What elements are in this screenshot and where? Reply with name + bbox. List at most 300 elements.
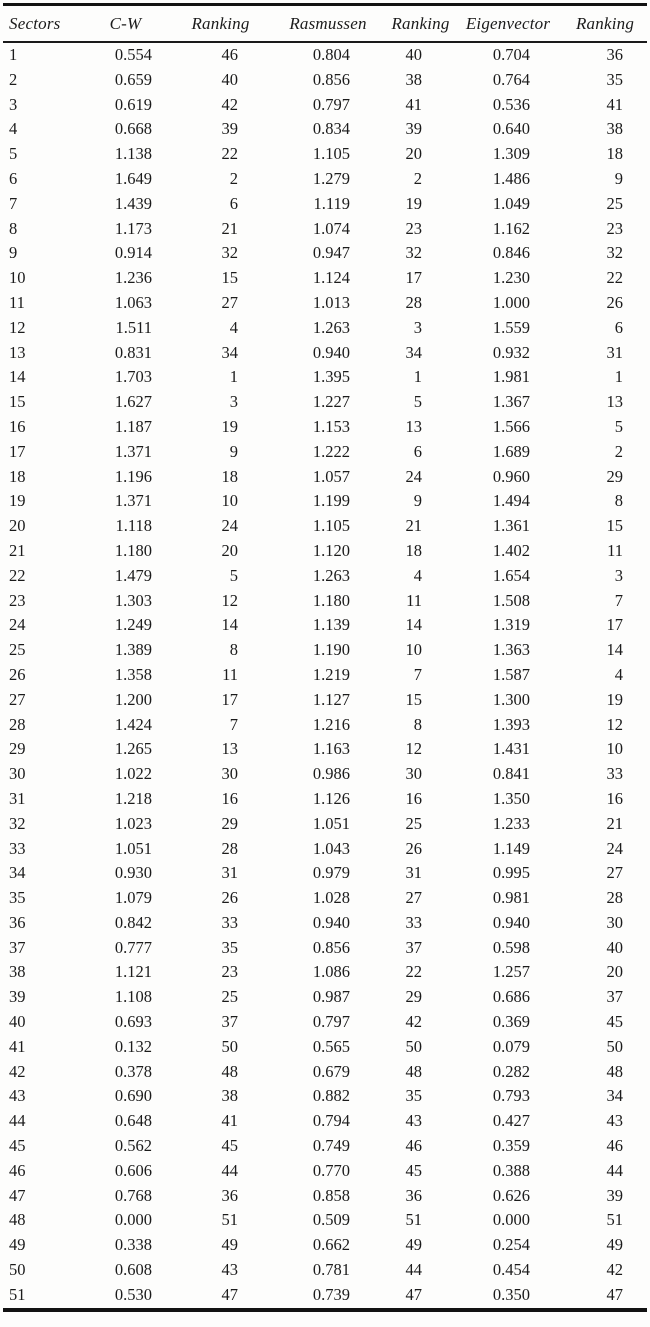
cell-c-w: 1.265	[114, 739, 152, 759]
cell-ranking-cw: 49	[221, 1235, 238, 1255]
cell-ranking-eigenvector: 1	[614, 367, 623, 387]
cell-sectors: 42	[9, 1061, 26, 1081]
cell-ranking-rasmussen: 23	[405, 218, 422, 238]
cell-ranking-eigenvector: 22	[606, 268, 623, 288]
cell-rasmussen: 0.856	[312, 937, 350, 957]
cell-ranking-eigenvector: 34	[606, 1086, 623, 1106]
column-header-rasmussen: Rasmussen	[268, 5, 388, 43]
cell-eigenvector: 0.932	[492, 342, 530, 362]
cell-c-w: 0.690	[114, 1086, 152, 1106]
cell-eigenvector: 0.350	[492, 1284, 530, 1304]
cell-ranking-cw: 38	[221, 1086, 238, 1106]
cell-rasmussen: 0.834	[312, 119, 350, 139]
cell-ranking-eigenvector: 35	[606, 69, 623, 89]
cell-ranking-cw: 48	[221, 1061, 238, 1081]
table-row	[3, 489, 647, 514]
cell-ranking-cw: 13	[221, 739, 238, 759]
cell-ranking-rasmussen: 4	[413, 565, 422, 585]
cell-rasmussen: 1.057	[312, 466, 350, 486]
table-row	[3, 1134, 647, 1159]
cell-c-w: 0.530	[114, 1284, 152, 1304]
cell-ranking-rasmussen: 38	[405, 69, 422, 89]
cell-c-w: 1.649	[114, 168, 152, 188]
cell-ranking-eigenvector: 36	[606, 45, 623, 64]
cell-c-w: 1.303	[114, 590, 152, 610]
cell-eigenvector: 0.686	[492, 987, 530, 1007]
cell-eigenvector: 0.793	[492, 1086, 530, 1106]
cell-sectors: 15	[9, 392, 26, 412]
table-row	[3, 440, 647, 465]
table-row	[3, 514, 647, 539]
cell-ranking-rasmussen: 34	[405, 342, 422, 362]
cell-rasmussen: 1.163	[312, 739, 350, 759]
cell-eigenvector: 0.995	[492, 863, 530, 883]
cell-ranking-cw: 8	[229, 640, 238, 660]
cell-ranking-rasmussen: 25	[405, 813, 422, 833]
cell-ranking-eigenvector: 18	[606, 144, 623, 164]
cell-ranking-rasmussen: 15	[405, 689, 422, 709]
cell-ranking-cw: 41	[221, 1111, 238, 1131]
cell-ranking-eigenvector: 10	[606, 739, 623, 759]
table-row	[3, 985, 647, 1010]
cell-ranking-rasmussen: 6	[413, 441, 422, 461]
table-row	[3, 217, 647, 242]
cell-ranking-rasmussen: 18	[405, 540, 422, 560]
cell-rasmussen: 0.770	[312, 1160, 350, 1180]
cell-c-w: 0.693	[114, 1012, 152, 1032]
cell-ranking-eigenvector: 41	[606, 94, 623, 114]
cell-ranking-rasmussen: 45	[405, 1160, 422, 1180]
cell-eigenvector: 1.149	[492, 838, 530, 858]
cell-ranking-rasmussen: 5	[413, 392, 422, 412]
cell-eigenvector: 0.359	[492, 1136, 530, 1156]
cell-ranking-rasmussen: 29	[405, 987, 422, 1007]
cell-eigenvector: 0.960	[492, 466, 530, 486]
cell-ranking-cw: 35	[221, 937, 238, 957]
cell-sectors: 38	[9, 962, 26, 982]
cell-ranking-rasmussen: 12	[405, 739, 422, 759]
cell-eigenvector: 1.300	[492, 689, 530, 709]
cell-ranking-rasmussen: 10	[405, 640, 422, 660]
cell-rasmussen: 0.662	[312, 1235, 350, 1255]
table-row	[3, 837, 647, 862]
cell-sectors: 24	[9, 615, 26, 635]
cell-c-w: 1.703	[114, 367, 152, 387]
cell-ranking-cw: 20	[221, 540, 238, 560]
cell-c-w: 1.371	[114, 441, 152, 461]
cell-ranking-cw: 26	[221, 888, 238, 908]
cell-c-w: 1.424	[114, 714, 152, 734]
cell-sectors: 7	[9, 193, 18, 213]
cell-c-w: 1.023	[114, 813, 152, 833]
cell-sectors: 14	[9, 367, 26, 387]
cell-ranking-eigenvector: 27	[606, 863, 623, 883]
cell-ranking-cw: 3	[229, 392, 238, 412]
cell-sectors: 19	[9, 491, 26, 511]
cell-ranking-cw: 17	[221, 689, 238, 709]
cell-sectors: 50	[9, 1260, 26, 1280]
cell-ranking-cw: 36	[221, 1185, 238, 1205]
cell-sectors: 28	[9, 714, 26, 734]
table-row	[3, 1283, 647, 1310]
cell-rasmussen: 0.940	[312, 342, 350, 362]
cell-c-w: 1.218	[114, 788, 152, 808]
cell-c-w: 0.930	[114, 863, 152, 883]
table-row	[3, 93, 647, 118]
cell-c-w: 0.562	[114, 1136, 152, 1156]
cell-ranking-rasmussen: 32	[405, 243, 422, 263]
cell-rasmussen: 1.199	[312, 491, 350, 511]
cell-ranking-eigenvector: 39	[606, 1185, 623, 1205]
cell-eigenvector: 1.350	[492, 788, 530, 808]
cell-ranking-cw: 12	[221, 590, 238, 610]
cell-rasmussen: 0.797	[312, 94, 350, 114]
cell-c-w: 0.000	[114, 1210, 152, 1230]
cell-rasmussen: 1.051	[312, 813, 350, 833]
cell-eigenvector: 1.257	[492, 962, 530, 982]
cell-eigenvector: 0.388	[492, 1160, 530, 1180]
cell-ranking-rasmussen: 39	[405, 119, 422, 139]
table-row	[3, 192, 647, 217]
cell-ranking-eigenvector: 17	[606, 615, 623, 635]
cell-rasmussen: 0.987	[312, 987, 350, 1007]
cell-ranking-eigenvector: 16	[606, 788, 623, 808]
table-row	[3, 1109, 647, 1134]
cell-ranking-eigenvector: 47	[606, 1284, 623, 1304]
cell-eigenvector: 1.486	[492, 168, 530, 188]
table-row	[3, 365, 647, 390]
cell-sectors: 1	[9, 45, 18, 64]
cell-rasmussen: 1.105	[312, 516, 350, 536]
cell-ranking-eigenvector: 19	[606, 689, 623, 709]
cell-c-w: 1.389	[114, 640, 152, 660]
cell-rasmussen: 1.190	[312, 640, 350, 660]
cell-rasmussen: 1.263	[312, 317, 350, 337]
cell-c-w: 1.196	[114, 466, 152, 486]
cell-ranking-eigenvector: 46	[606, 1136, 623, 1156]
cell-ranking-rasmussen: 24	[405, 466, 422, 486]
cell-ranking-rasmussen: 51	[405, 1210, 422, 1230]
cell-c-w: 1.051	[114, 838, 152, 858]
cell-rasmussen: 1.127	[312, 689, 350, 709]
cell-eigenvector: 0.254	[492, 1235, 530, 1255]
cell-ranking-cw: 25	[221, 987, 238, 1007]
cell-rasmussen: 1.013	[312, 292, 350, 312]
header-row	[3, 5, 647, 43]
cell-ranking-eigenvector: 5	[614, 416, 623, 436]
cell-sectors: 39	[9, 987, 26, 1007]
cell-eigenvector: 0.598	[492, 937, 530, 957]
cell-c-w: 0.668	[114, 119, 152, 139]
cell-sectors: 23	[9, 590, 26, 610]
cell-rasmussen: 1.279	[312, 168, 350, 188]
cell-ranking-cw: 44	[221, 1160, 238, 1180]
table-row	[3, 1060, 647, 1085]
table-row	[3, 266, 647, 291]
cell-c-w: 0.378	[114, 1061, 152, 1081]
cell-ranking-eigenvector: 26	[606, 292, 623, 312]
cell-eigenvector: 1.402	[492, 540, 530, 560]
table-row	[3, 117, 647, 142]
table-row	[3, 1184, 647, 1209]
cell-sectors: 36	[9, 912, 26, 932]
cell-eigenvector: 1.431	[492, 739, 530, 759]
cell-eigenvector: 1.162	[492, 218, 530, 238]
cell-c-w: 0.777	[114, 937, 152, 957]
cell-c-w: 1.079	[114, 888, 152, 908]
cell-c-w: 0.659	[114, 69, 152, 89]
cell-rasmussen: 0.797	[312, 1012, 350, 1032]
cell-ranking-rasmussen: 22	[405, 962, 422, 982]
cell-ranking-rasmussen: 1	[413, 367, 422, 387]
cell-ranking-cw: 29	[221, 813, 238, 833]
column-header-ranking-rasmussen: Ranking	[388, 5, 453, 43]
table-row	[3, 787, 647, 812]
cell-ranking-eigenvector: 7	[614, 590, 623, 610]
table-row	[3, 539, 647, 564]
cell-c-w: 1.358	[114, 664, 152, 684]
cell-eigenvector: 0.981	[492, 888, 530, 908]
cell-sectors: 34	[9, 863, 26, 883]
cell-ranking-cw: 21	[221, 218, 238, 238]
cell-rasmussen: 1.124	[312, 268, 350, 288]
cell-ranking-eigenvector: 50	[606, 1036, 623, 1056]
cell-ranking-eigenvector: 40	[606, 937, 623, 957]
table-row	[3, 1233, 647, 1258]
cell-eigenvector: 0.640	[492, 119, 530, 139]
cell-sectors: 49	[9, 1235, 26, 1255]
cell-ranking-rasmussen: 14	[405, 615, 422, 635]
cell-sectors: 32	[9, 813, 26, 833]
cell-c-w: 1.249	[114, 615, 152, 635]
cell-ranking-cw: 33	[221, 912, 238, 932]
cell-c-w: 1.138	[114, 144, 152, 164]
table-row	[3, 1035, 647, 1060]
cell-ranking-eigenvector: 13	[606, 392, 623, 412]
cell-sectors: 16	[9, 416, 26, 436]
table-row	[3, 390, 647, 415]
cell-rasmussen: 0.882	[312, 1086, 350, 1106]
cell-eigenvector: 1.367	[492, 392, 530, 412]
cell-ranking-rasmussen: 43	[405, 1111, 422, 1131]
table-row	[3, 1010, 647, 1035]
cell-ranking-eigenvector: 4	[614, 664, 623, 684]
cell-rasmussen: 1.180	[312, 590, 350, 610]
cell-c-w: 1.439	[114, 193, 152, 213]
cell-ranking-cw: 24	[221, 516, 238, 536]
cell-ranking-rasmussen: 17	[405, 268, 422, 288]
cell-eigenvector: 0.841	[492, 764, 530, 784]
cell-sectors: 46	[9, 1160, 26, 1180]
cell-ranking-eigenvector: 9	[614, 168, 623, 188]
cell-ranking-rasmussen: 35	[405, 1086, 422, 1106]
cell-ranking-eigenvector: 38	[606, 119, 623, 139]
column-header-eigenvector: Eigenvector	[453, 5, 563, 43]
cell-c-w: 0.554	[114, 45, 152, 64]
cell-ranking-eigenvector: 43	[606, 1111, 623, 1131]
cell-eigenvector: 1.494	[492, 491, 530, 511]
cell-eigenvector: 0.626	[492, 1185, 530, 1205]
column-header-c-w: C-W	[78, 5, 173, 43]
table-row	[3, 613, 647, 638]
cell-rasmussen: 1.074	[312, 218, 350, 238]
cell-eigenvector: 1.049	[492, 193, 530, 213]
cell-ranking-cw: 46	[221, 45, 238, 64]
cell-ranking-eigenvector: 8	[614, 491, 623, 511]
table-row	[3, 167, 647, 192]
cell-c-w: 1.371	[114, 491, 152, 511]
cell-c-w: 0.648	[114, 1111, 152, 1131]
cell-ranking-rasmussen: 46	[405, 1136, 422, 1156]
cell-ranking-rasmussen: 50	[405, 1036, 422, 1056]
cell-eigenvector: 1.233	[492, 813, 530, 833]
cell-sectors: 21	[9, 540, 26, 560]
cell-rasmussen: 0.979	[312, 863, 350, 883]
cell-rasmussen: 1.120	[312, 540, 350, 560]
cell-sectors: 3	[9, 94, 18, 114]
cell-ranking-cw: 27	[221, 292, 238, 312]
cell-ranking-cw: 28	[221, 838, 238, 858]
cell-ranking-rasmussen: 31	[405, 863, 422, 883]
cell-rasmussen: 1.219	[312, 664, 350, 684]
cell-c-w: 0.619	[114, 94, 152, 114]
cell-ranking-rasmussen: 48	[405, 1061, 422, 1081]
cell-rasmussen: 1.395	[312, 367, 350, 387]
cell-rasmussen: 0.565	[312, 1036, 350, 1056]
cell-c-w: 1.200	[114, 689, 152, 709]
table-row	[3, 1159, 647, 1184]
cell-ranking-cw: 39	[221, 119, 238, 139]
table-row	[3, 936, 647, 961]
cell-rasmussen: 0.739	[312, 1284, 350, 1304]
cell-ranking-cw: 32	[221, 243, 238, 263]
cell-eigenvector: 0.764	[492, 69, 530, 89]
cell-ranking-cw: 11	[222, 664, 238, 684]
cell-ranking-cw: 42	[221, 94, 238, 114]
cell-c-w: 1.063	[114, 292, 152, 312]
cell-ranking-eigenvector: 28	[606, 888, 623, 908]
cell-ranking-cw: 50	[221, 1036, 238, 1056]
cell-rasmussen: 0.794	[312, 1111, 350, 1131]
cell-sectors: 8	[9, 218, 18, 238]
cell-ranking-rasmussen: 36	[405, 1185, 422, 1205]
cell-sectors: 33	[9, 838, 26, 858]
cell-sectors: 44	[9, 1111, 26, 1131]
cell-rasmussen: 1.105	[312, 144, 350, 164]
cell-rasmussen: 1.216	[312, 714, 350, 734]
cell-c-w: 1.022	[114, 764, 152, 784]
cell-rasmussen: 0.679	[312, 1061, 350, 1081]
cell-eigenvector: 1.559	[492, 317, 530, 337]
cell-c-w: 1.511	[115, 317, 152, 337]
cell-ranking-cw: 2	[229, 168, 238, 188]
cell-ranking-eigenvector: 3	[614, 565, 623, 585]
cell-c-w: 0.831	[114, 342, 152, 362]
cell-rasmussen: 1.028	[312, 888, 350, 908]
column-header-ranking-eigenvector: Ranking	[563, 5, 647, 43]
cell-ranking-cw: 10	[221, 491, 238, 511]
cell-eigenvector: 0.079	[492, 1036, 530, 1056]
cell-eigenvector: 0.454	[492, 1260, 530, 1280]
table-row	[3, 960, 647, 985]
table-row	[3, 241, 647, 266]
cell-c-w: 1.108	[114, 987, 152, 1007]
table-row	[3, 713, 647, 738]
cell-ranking-eigenvector: 49	[606, 1235, 623, 1255]
cell-sectors: 13	[9, 342, 26, 362]
cell-rasmussen: 0.858	[312, 1185, 350, 1205]
cell-sectors: 47	[9, 1185, 26, 1205]
cell-ranking-eigenvector: 30	[606, 912, 623, 932]
cell-eigenvector: 0.536	[492, 94, 530, 114]
cell-ranking-eigenvector: 14	[606, 640, 623, 660]
cell-eigenvector: 0.846	[492, 243, 530, 263]
table-row	[3, 465, 647, 490]
cell-ranking-rasmussen: 28	[405, 292, 422, 312]
cell-c-w: 1.236	[114, 268, 152, 288]
cell-ranking-eigenvector: 6	[614, 317, 623, 337]
cell-ranking-rasmussen: 40	[405, 45, 422, 64]
table-row	[3, 688, 647, 713]
cell-rasmussen: 1.043	[312, 838, 350, 858]
cell-ranking-cw: 9	[229, 441, 238, 461]
cell-eigenvector: 1.361	[492, 516, 530, 536]
cell-rasmussen: 0.749	[312, 1136, 350, 1156]
cell-ranking-eigenvector: 23	[606, 218, 623, 238]
cell-ranking-eigenvector: 12	[606, 714, 623, 734]
table-row	[3, 564, 647, 589]
cell-rasmussen: 0.986	[312, 764, 350, 784]
cell-eigenvector: 1.689	[492, 441, 530, 461]
cell-ranking-rasmussen: 30	[405, 764, 422, 784]
cell-ranking-cw: 34	[221, 342, 238, 362]
table-row	[3, 812, 647, 837]
cell-rasmussen: 1.139	[312, 615, 350, 635]
cell-ranking-eigenvector: 51	[606, 1210, 623, 1230]
cell-ranking-rasmussen: 11	[406, 590, 422, 610]
table-row	[3, 1258, 647, 1283]
cell-sectors: 26	[9, 664, 26, 684]
cell-eigenvector: 1.981	[492, 367, 530, 387]
table-row	[3, 1208, 647, 1233]
cell-c-w: 0.132	[114, 1036, 152, 1056]
cell-ranking-cw: 18	[221, 466, 238, 486]
cell-eigenvector: 1.566	[492, 416, 530, 436]
cell-ranking-rasmussen: 9	[413, 491, 422, 511]
cell-eigenvector: 1.587	[492, 664, 530, 684]
cell-rasmussen: 1.119	[313, 193, 350, 213]
cell-ranking-eigenvector: 31	[606, 342, 623, 362]
cell-sectors: 18	[9, 466, 26, 486]
cell-rasmussen: 0.781	[312, 1260, 350, 1280]
cell-eigenvector: 1.319	[492, 615, 530, 635]
cell-sectors: 45	[9, 1136, 26, 1156]
cell-ranking-cw: 45	[221, 1136, 238, 1156]
cell-ranking-cw: 7	[229, 714, 238, 734]
cell-ranking-rasmussen: 49	[405, 1235, 422, 1255]
table-row	[3, 911, 647, 936]
cell-eigenvector: 0.369	[492, 1012, 530, 1032]
cell-ranking-cw: 37	[221, 1012, 238, 1032]
cell-sectors: 11	[9, 292, 25, 312]
cell-ranking-rasmussen: 8	[413, 714, 422, 734]
table-header	[3, 5, 647, 43]
table-row	[3, 68, 647, 93]
cell-c-w: 1.118	[115, 516, 152, 536]
cell-ranking-rasmussen: 13	[405, 416, 422, 436]
cell-ranking-cw: 15	[221, 268, 238, 288]
cell-sectors: 17	[9, 441, 26, 461]
